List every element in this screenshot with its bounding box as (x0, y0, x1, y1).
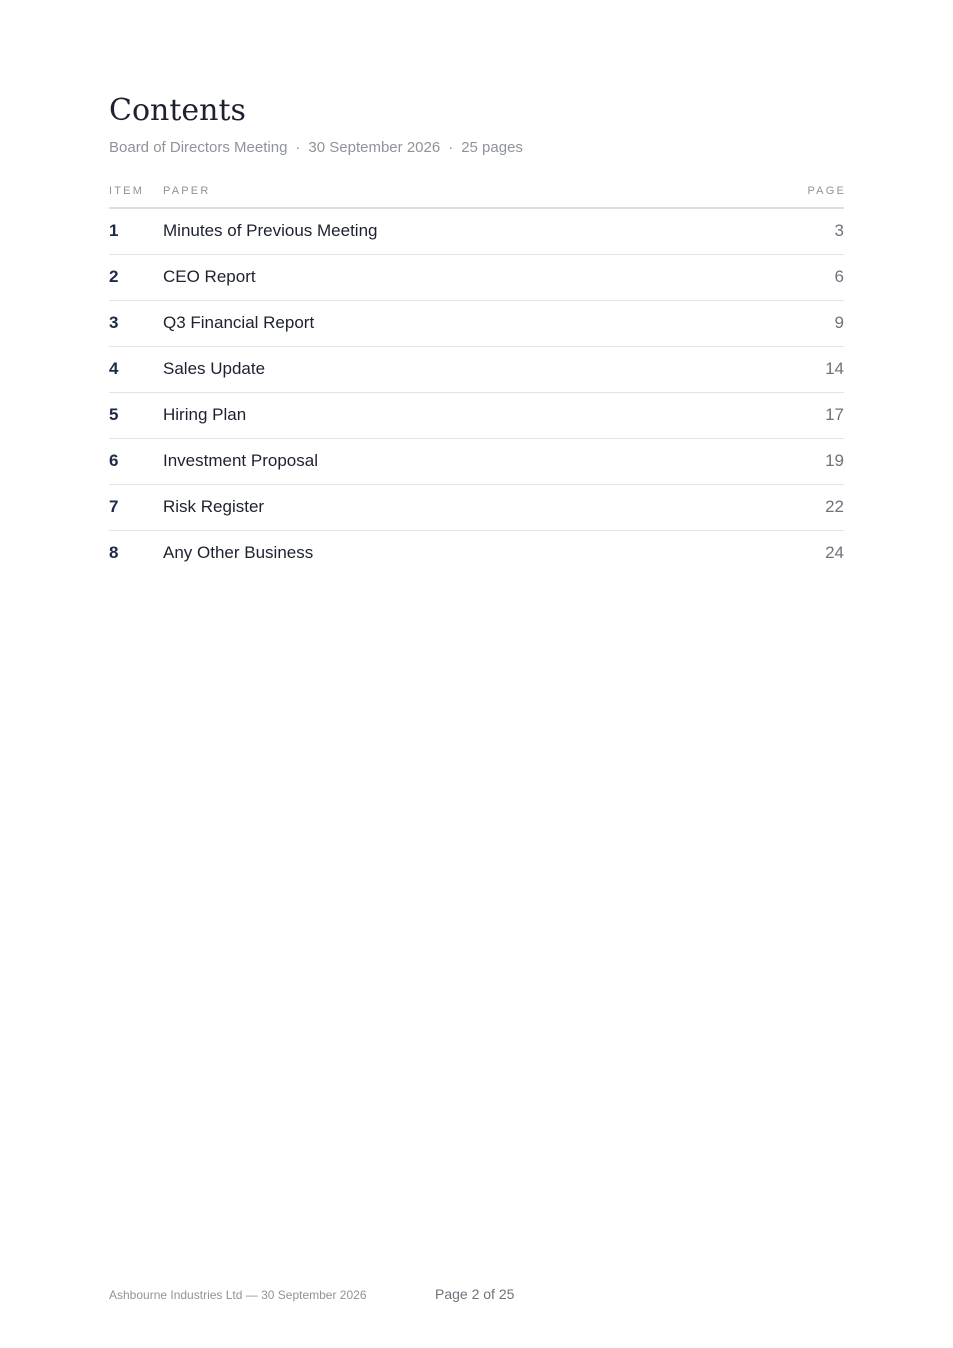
table-row[interactable] (109, 209, 844, 255)
item-number: 3 (109, 313, 119, 332)
paper-title: Q3 Financial Report (163, 313, 315, 332)
table-row[interactable] (109, 347, 844, 393)
table-row[interactable] (109, 301, 844, 347)
item-number: 7 (109, 497, 119, 516)
item-number: 2 (109, 267, 119, 286)
page-number: 19 (825, 451, 844, 470)
contents-table (109, 209, 844, 576)
page-number: 22 (825, 497, 844, 516)
page-number: 9 (834, 313, 844, 332)
page-number: 6 (834, 267, 844, 286)
paper-title: Risk Register (163, 497, 265, 516)
item-number: 6 (109, 451, 119, 470)
table-header (109, 182, 844, 209)
paper-title: Minutes of Previous Meeting (163, 221, 378, 240)
page-number: 3 (834, 221, 844, 240)
paper-title: Any Other Business (163, 543, 314, 562)
meeting-name: Board of Directors Meeting (109, 139, 288, 156)
subtitle-separator: · (448, 139, 454, 156)
paper-title: Hiring Plan (163, 405, 247, 424)
footer-company-date: Ashbourne Industries Ltd — 30 September 2026 (109, 1288, 367, 1302)
item-number: 5 (109, 405, 119, 424)
subtitle-separator: · (295, 139, 301, 156)
paper-title: CEO Report (163, 267, 256, 286)
footer-page-number: Page 2 of 25 (435, 1286, 515, 1302)
item-number: 8 (109, 543, 119, 562)
table-row[interactable] (109, 531, 844, 576)
column-header-page: PAGE (807, 185, 846, 197)
page-subtitle (109, 138, 523, 158)
paper-title: Sales Update (163, 359, 266, 378)
meeting-date: 30 September 2026 (308, 139, 441, 156)
column-header-item: ITEM (109, 185, 145, 197)
page-title: Contents (109, 93, 246, 128)
page-number: 24 (825, 543, 844, 562)
table-row[interactable] (109, 485, 844, 531)
page-number: 17 (825, 405, 844, 424)
item-number: 1 (109, 221, 119, 240)
column-header-paper: PAPER (163, 185, 211, 197)
paper-title: Investment Proposal (163, 451, 318, 470)
page-count: 25 pages (461, 139, 523, 156)
table-row[interactable] (109, 255, 844, 301)
page-number: 14 (825, 359, 844, 378)
table-row[interactable] (109, 393, 844, 439)
item-number: 4 (109, 359, 119, 378)
table-row[interactable] (109, 439, 844, 485)
page-footer (109, 1285, 844, 1305)
